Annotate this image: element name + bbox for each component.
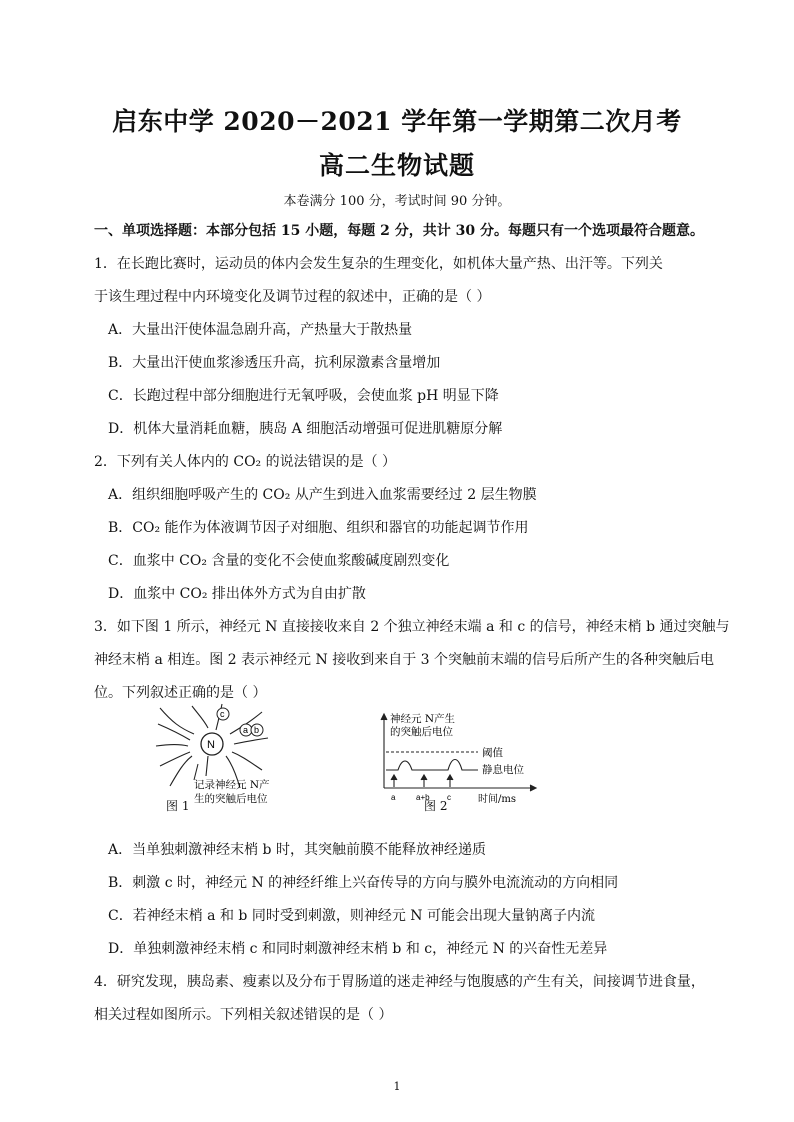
- figure-2-potential-graph: [378, 710, 548, 806]
- fig1-record-line2: 生的突触后电位: [194, 793, 268, 805]
- fig2-ylabel-line1: 神经元 N产生: [390, 713, 456, 725]
- q4-stem-line1: 4．研究发现，胰岛素、瘦素以及分布于胃肠道的迷走神经与饱腹感的产生有关，间接调节进食量，: [94, 974, 705, 990]
- fig1-label-b: b: [254, 725, 260, 735]
- q1-option-d: D．机体大量消耗血糖，胰岛 A 细胞活动增强可促进肌糖原分解: [108, 421, 503, 437]
- q3-option-d: D．单独刺激神经末梢 c 和同时刺激神经末梢 b 和 c，神经元 N 的兴奋性无差异: [108, 941, 608, 957]
- q1-option-a: A．大量出汗使体温急剧升高，产热量大于散热量: [108, 322, 413, 338]
- q2-option-c: C．血浆中 CO₂ 含量的变化不会使血浆酸碱度剧烈变化: [108, 553, 450, 569]
- q3-stem-line3: 位。下列叙述正确的是（ ）: [94, 685, 267, 701]
- fig2-tick-c: c: [447, 793, 451, 802]
- q2-option-a: A．组织细胞呼吸产生的 CO₂ 从产生到进入血浆需要经过 2 层生物膜: [108, 487, 537, 503]
- fig1-record-line1: 记录神经元 N产: [194, 779, 270, 791]
- q2-stem: 2．下列有关人体内的 CO₂ 的说法错误的是（ ）: [94, 454, 397, 470]
- q3-option-a: A．当单独刺激神经末梢 b 时，其突触前膜不能释放神经递质: [108, 842, 486, 858]
- q4-stem-line2: 相关过程如图所示。下列相关叙述错误的是（ ）: [94, 1007, 393, 1023]
- fig1-label-n: N: [207, 739, 215, 751]
- section-heading: 一、单项选择题：本部分包括 15 小题，每题 2 分，共计 30 分。每题只有一个选项最符合题意。: [94, 223, 704, 239]
- q3-option-b: B．刺激 c 时，神经元 N 的神经纤维上兴奋传导的方向与膜外电流流动的方向相同: [108, 875, 619, 891]
- q2-option-b: B．CO₂ 能作为体液调节因子对细胞、组织和器官的功能起调节作用: [108, 520, 529, 536]
- fig2-resting-label: 静息电位: [482, 764, 524, 776]
- page-number: 1: [393, 1080, 401, 1093]
- exam-note: 本卷满分 100 分，考试时间 90 分钟。: [283, 194, 511, 209]
- q3-option-c: C．若神经末梢 a 和 b 同时受到刺激，则神经元 N 可能会出现大量钠离子内流: [108, 908, 595, 924]
- fig2-xlabel: 时间/ms: [478, 794, 516, 805]
- q3-stem-line2: 神经末梢 a 相连。图 2 表示神经元 N 接收到来自于 3 个突触前末端的信号后所产生的各种突触后电: [94, 652, 715, 668]
- q3-stem-line1: 3．如下图 1 所示，神经元 N 直接接收来自 2 个独立神经末端 a 和 c 的信号，神经末梢 b 通过突触与: [94, 619, 730, 635]
- figure-2-caption: 图 2: [424, 799, 448, 813]
- fig1-label-c: c: [220, 709, 225, 719]
- figure-1-neuron-diagram: [150, 700, 320, 808]
- q1-stem-line1: 1．在长跑比赛时，运动员的体内会发生复杂的生理变化，如机体大量产热、出汗等。下列关: [94, 256, 663, 272]
- fig2-tick-ab: a+b: [416, 793, 430, 802]
- q2-option-d: D．血浆中 CO₂ 排出体外方式为自由扩散: [108, 586, 366, 602]
- q1-option-b: B．大量出汗使血浆渗透压升高，抗利尿激素含量增加: [108, 355, 441, 371]
- fig2-ylabel-line2: 的突触后电位: [390, 726, 453, 738]
- figure-1-caption: 图 1: [166, 799, 190, 813]
- q1-option-c: C．长跑过程中部分细胞进行无氧呼吸，会使血浆 pH 明显下降: [108, 388, 499, 404]
- q1-stem-line2: 于该生理过程中内环境变化及调节过程的叙述中，正确的是（ ）: [94, 289, 491, 305]
- exam-subtitle: 高二生物试题: [318, 151, 475, 180]
- fig2-threshold-label: 阈值: [482, 747, 503, 759]
- fig2-tick-a: a: [391, 793, 396, 802]
- fig1-label-a: a: [243, 725, 249, 735]
- exam-title: 启东中学 2020－2021 学年第一学期第二次月考: [112, 107, 682, 136]
